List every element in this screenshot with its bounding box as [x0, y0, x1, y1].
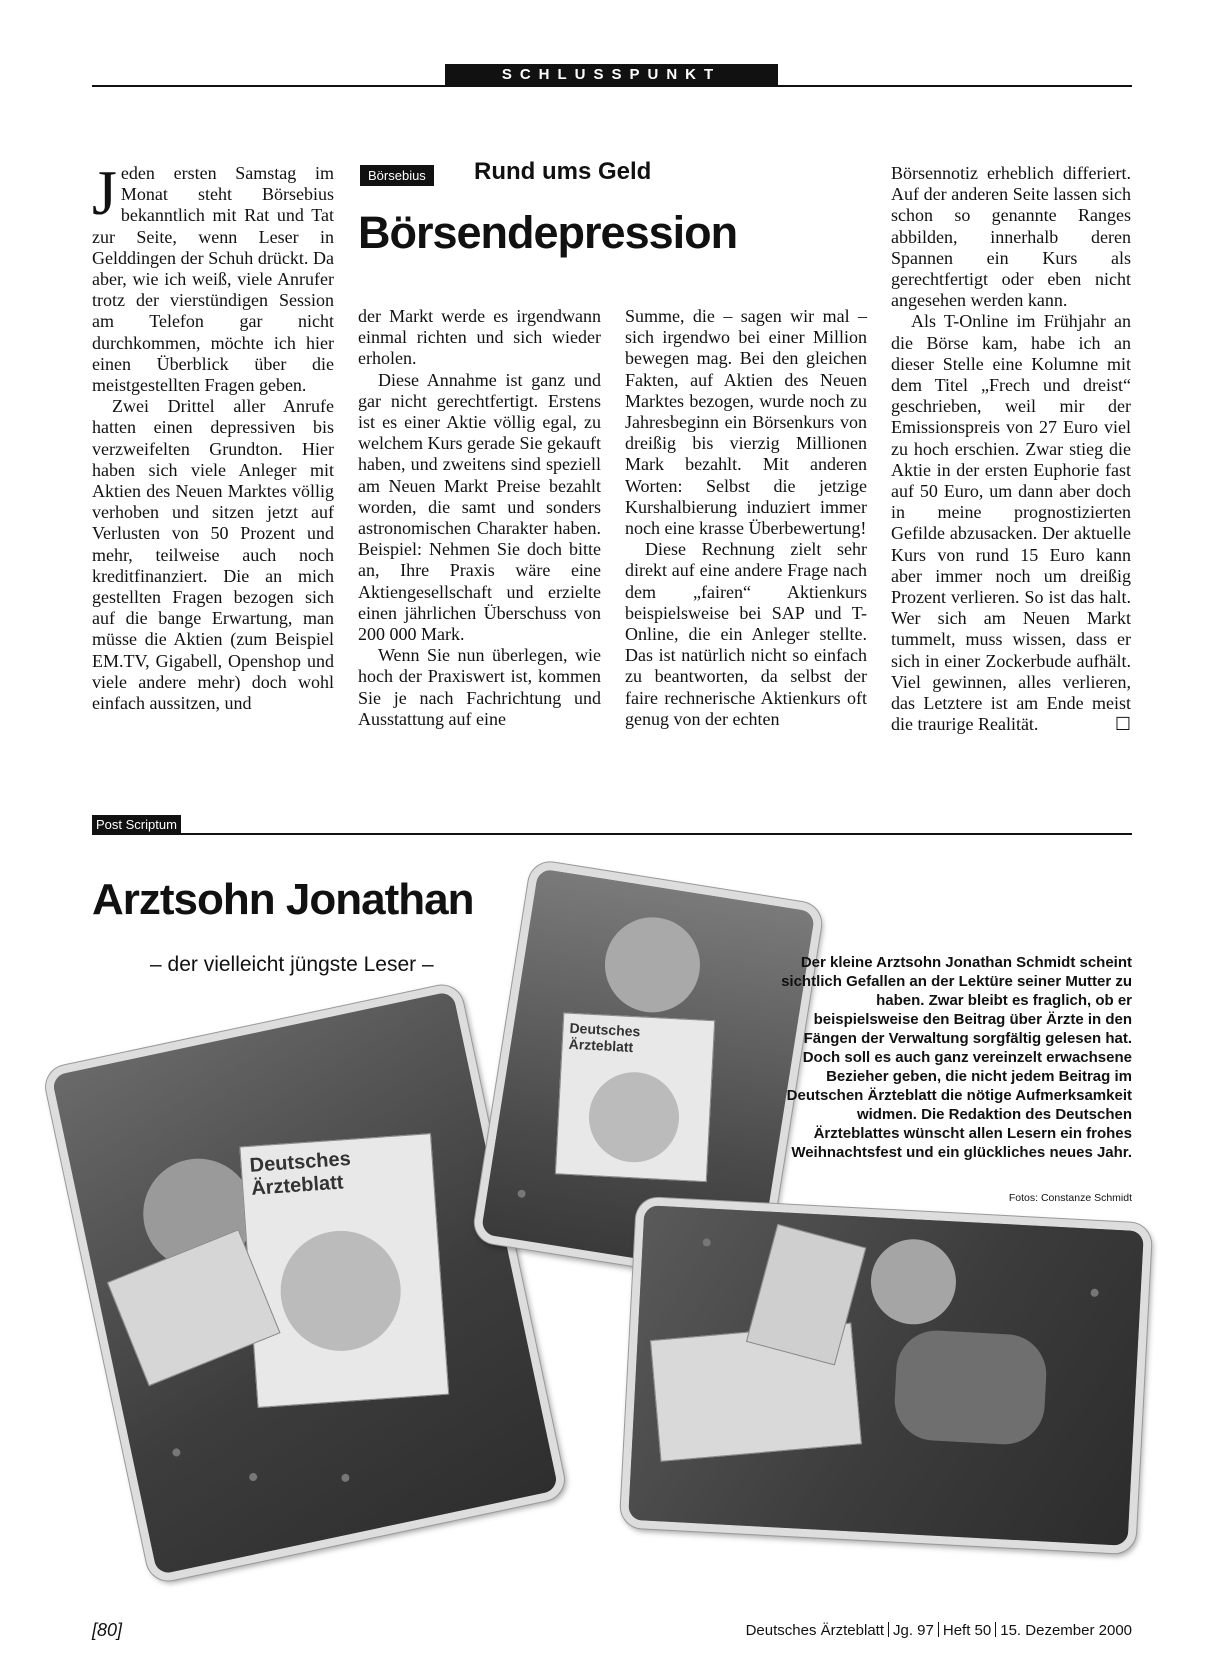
publication-info: [720, 1622, 1132, 1639]
magazine: [555, 1012, 715, 1182]
separator: [888, 1622, 889, 1637]
postscriptum-subtitle: – der vielleicht jüngste Leser –: [150, 953, 434, 976]
photo-baby-with-newspaper-3: [620, 1197, 1153, 1555]
article-paragraph: Börsennotiz erheblich differiert. Auf der anderen Seite lassen sich schon so genannte Ranges abbilden, innerhalb deren Spannen ein Kurs als gerechtfertigt oder eben nicht angesehen werden kann.: [891, 163, 1131, 311]
volume: Jg. 97: [893, 1622, 934, 1639]
separator: [938, 1622, 939, 1637]
publication-name: Deutsches Ärzteblatt: [745, 1622, 884, 1639]
magazine: [239, 1133, 449, 1408]
article-paragraph: Diese Annahme ist ganz und gar nicht gerechtfertigt. Erstens ist es einer Aktie völlig egal, zu welchem Kurs gerade Sie gekauft haben, und zweitens sind speziell am Neuen Markt Preise bezahlt worden, die samt und sonders astronomischen Charakter haben. Beispiel: Nehmen Sie doch bitte an, Ihre Praxis wäre eine Aktiengesellschaft und erzielte einen jährlichen Überschuss von 200 000 Mark.: [358, 369, 601, 645]
article-paragraph: [92, 157, 334, 396]
photo-credit: Fotos: Constanze Schmidt: [1008, 1192, 1132, 1204]
article-headline: Börsendepression: [358, 207, 738, 258]
dropcap: J: [92, 157, 117, 228]
end-of-article-icon: ☐: [1114, 714, 1131, 735]
kicker-title: Rund ums Geld: [474, 158, 652, 185]
kicker-badge: Börsebius: [360, 165, 434, 186]
article-paragraph: der Markt werde es irgendwann einmal richten und sich wieder erholen.: [358, 306, 601, 369]
separator: [995, 1622, 996, 1637]
photo-baby-with-magazine-1: [42, 981, 568, 1584]
magazine-cover-art: [587, 1070, 682, 1165]
article-paragraph: Summe, die – sagen wir mal – sich irgendwo bei einer Million bewegen mag. Bei den gleichen Fakten, auf Aktien des Neuen Marktes bezogen, wurde noch zu Jahresbeginn ein Börsenkurs von dreißig bis vierzig Millionen Mark bezahlt. Mit anderen Worten: Selbst die jetzige Kurshalbierung induziert immer noch eine krasse Überbewertung!: [625, 306, 867, 539]
article-paragraph: Zwei Drittel aller Anrufe hatten einen depressiven bis verzweifelten Grundton. Hier haben sich viele Anleger mit Aktien des Neuen Marktes völlig verhoben und sitzen jetzt auf Verlusten von 50 Prozent und mehr, teilweise auch noch kreditfinanziert. Die an mich gestellten Fragen bezogen sich auf die bange Erwartung, man müsse die Aktien (zum Beispiel EM.TV, Gigabell, Openshop und viele andere mehr) doch wohl einfach aussitzen, und: [92, 396, 334, 714]
section-banner: SCHLUSSPUNKT: [445, 64, 778, 86]
article-paragraph: Diese Rechnung zielt sehr direkt auf eine andere Frage nach dem „fairen“ Aktienkurs beispielsweise bei SAP und T-Online, die ein Anleger stellte. Das ist natürlich nicht so einfach zu beantworten, da selbst der faire rechnerische Aktienkurs oft genug von der echten: [625, 539, 867, 729]
paragraph-text: Als T-Online im Frühjahr an die Börse kam, habe ich an dieser Stelle eine Kolumne mit dem Titel „Frech und dreist“ geschrieben, weil mir der Emissionspreis von 27 Euro viel zu hoch erschien. Zwar stieg die Aktie in der ersten Euphorie fast auf 50 Euro, um dann aber doch in meine prognostizierten Gefilde abzusacken. Der aktuelle Kurs von rund 15 Euro kann aber immer noch um dreißig Prozent verlieren. So ist das halt. Wer sich am Neuen Markt tummelt, muss wissen, dass er sich in einer Zockerbude aufhält. Viel gewinnen, alles verlieren, das Letztere ist am Ende meist die traurige Realität.: [891, 311, 1131, 735]
issue-date: 15. Dezember 2000: [1000, 1622, 1132, 1639]
photo-caption: Der kleine Arztsohn Jonathan Schmidt scheint sichtlich Gefallen an der Lektüre seiner Mutter zu haben. Zwar bleibt es fraglich, ob er beispielsweise den Beitrag über Ärzte in den Fängen der Verwaltung sorgfältig gelesen hat. Doch soll es auch ganz vereinzelt erwachsene Bezieher geben, die nicht jedem Beitrag im Deutschen Ärzteblatt die nötige Aufmerksamkeit widmen. Die Redaktion des Deutschen Ärzteblattes wünscht allen Lesern ein frohes Weihnachtsfest und ein glückliches neues Jahr.: [781, 954, 1132, 1161]
article-column-2: [358, 306, 601, 730]
article-paragraph: Wenn Sie nun überlegen, wie hoch der Praxiswert ist, kommen Sie je nach Fachrichtung und Ausstattung auf eine: [358, 645, 601, 729]
magazine-title: Deutsches Ärzteblatt: [248, 1147, 352, 1200]
issue: Heft 50: [942, 1622, 992, 1639]
article-column-4: [891, 163, 1131, 735]
article-paragraph: [891, 311, 1131, 735]
paragraph-text: eden ersten Samstag im Monat steht Börsebius bekanntlich mit Rat und Tat zur Seite, wenn Leser in Gelddingen der Schuh drückt. Da aber, wie ich weiß, viele Anrufer trotz der vierstündigen Session am Telefon gar nicht durchkommen, möchte ich hier einen Überblick über die meistgestellten Fragen geben.: [92, 163, 334, 396]
postscriptum-title: Arztsohn Jonathan: [92, 875, 474, 924]
page-number: [80]: [92, 1620, 123, 1640]
magazine-cover-art: [277, 1227, 405, 1355]
magazine-title: Deutsches Ärzteblatt: [568, 1019, 641, 1056]
postscriptum-rule: [92, 833, 1132, 835]
postscriptum-badge: Post Scriptum: [92, 815, 181, 834]
baby-sweater: [893, 1329, 1049, 1447]
article-column-1: [92, 157, 334, 714]
article-column-3: [625, 306, 867, 730]
